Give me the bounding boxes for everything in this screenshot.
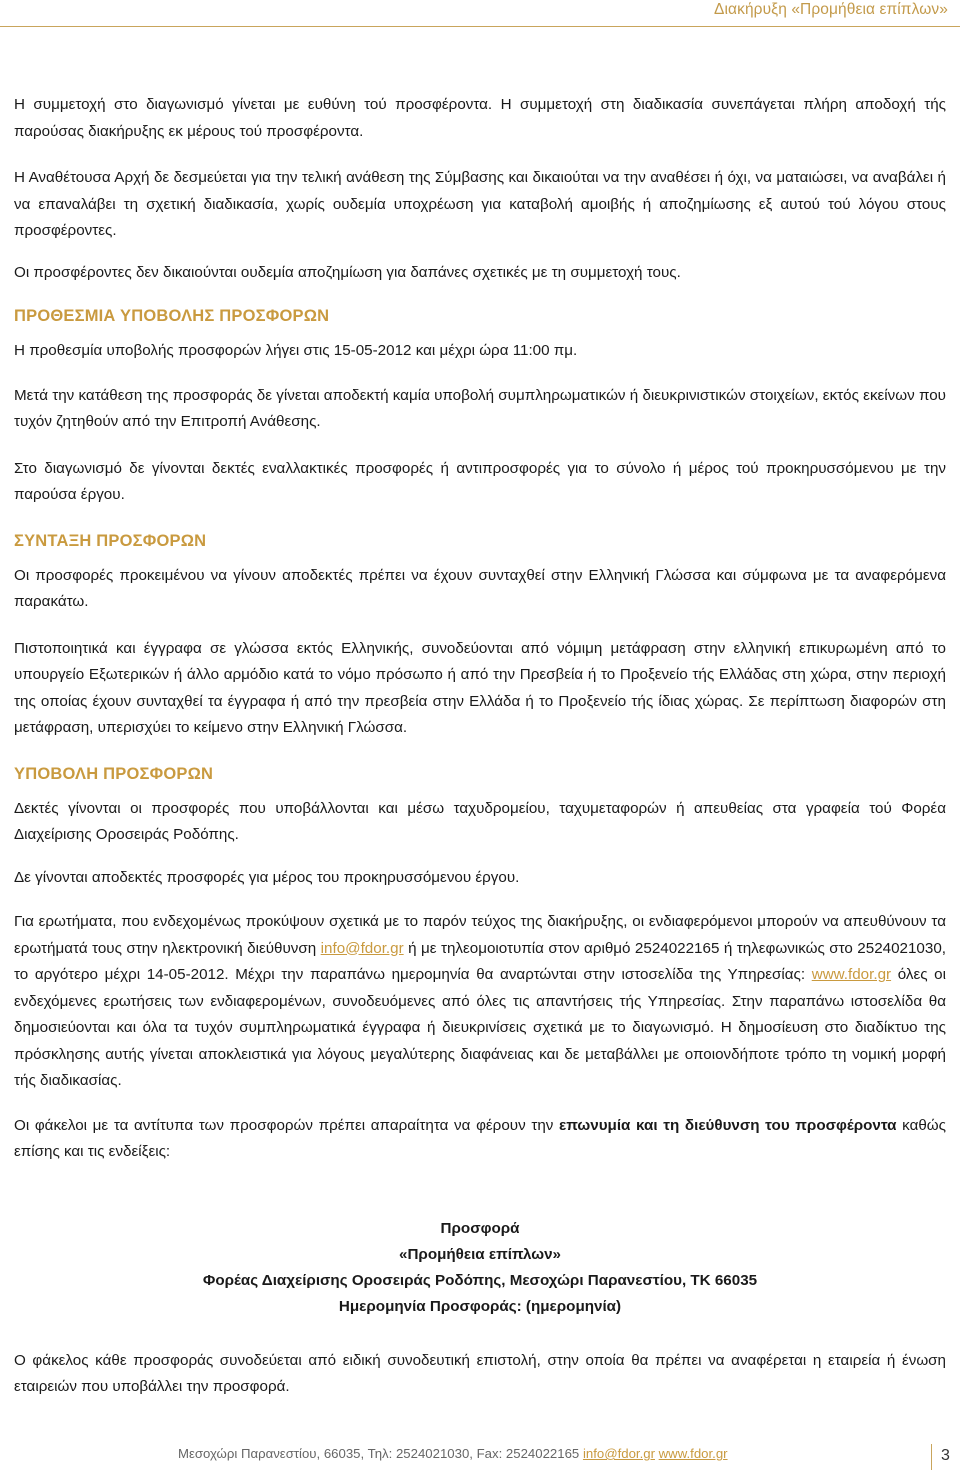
paragraph-no-partial: Δε γίνονται αποδεκτές προσφορές για μέρος του προκηρυσσόμενου έργου. (14, 868, 520, 886)
paragraph-contracting-authority: Η Αναθέτουσα Αρχή δε δεσμεύεται για την τελική ανάθεση της Σύμβασης και δικαιούται να την αναθέσει ή όχι, να ματαιώσει, να αναβάλει ή να επαναλάβει τη σχετική διαδικασία, χωρίς ουδεμία υποχρέωση για καταβολή αμοιβής ή αποζημίωσης εξ αυτού τού λόγου στους προσφέροντες. (14, 169, 946, 239)
page-header (0, 0, 960, 27)
envelope-markings (14, 1216, 946, 1320)
envelope-line-recipient: Φορέας Διαχείρισης Οροσειράς Ροδόπης, Μεσοχώρι Παρανεστίου, ΤΚ 66035 (202, 1271, 758, 1289)
footer-divider (931, 1444, 932, 1470)
bold-phrase: επωνυμία και τη διεύθυνση του προσφέροντα (559, 1116, 897, 1134)
document-title: Διακήρυξη «Προμήθεια επίπλων» (714, 1, 948, 18)
paragraph-cover-letter: Ο φάκελος κάθε προσφοράς συνοδεύεται από ειδική συνοδευτική επιστολή, στην οποία θα πρέπει να αναφέρεται η εταιρεία ή ένωση εταιρειών που υποβάλλει την προσφορά. (14, 1351, 946, 1395)
heading-drafting: ΣΥΝΤΑΞΗ ΠΡΟΣΦΟΡΩΝ (14, 531, 207, 550)
heading-deadline: ΠΡΟΘΕΣΜΙΑ ΥΠΟΒΟΛΗΣ ΠΡΟΣΦΟΡΩΝ (14, 307, 330, 325)
page-footer (0, 1440, 960, 1470)
paragraph-deadline: Η προθεσμία υποβολής προσφορών λήγει στις 15-05-2012 και μέχρι ώρα 11:00 πμ. (14, 342, 578, 359)
envelope-line-subject: «Προμήθεια επίπλων» (399, 1245, 561, 1263)
paragraph-no-alternatives: Στο διαγωνισμό δε γίνονται δεκτές εναλλακτικές προσφορές ή αντιπροσφορές για το σύνολο ή μέρος τού προκηρυσσόμενου με την παρούσα έργου. (14, 459, 946, 503)
header-rule (0, 26, 960, 27)
paragraph-questions: Για ερωτήματα, που ενδεχομένως προκύψουν σχετικά με το παρόν τεύχος της διακήρυξης, οι ενδιαφερόμενοι μπορούν να απευθύνουν τα ερωτήματά τους στην ηλεκτρονική διεύθυνση info@fdor.gr ή με τηλεομοιοτυπία στον αριθμό 2524022165 ή τηλεφωνικώς στο 2524021030, το αργότερο μέχρι 14-05-2012. Μέχρι την παραπάνω ημερομηνία θα αναρτώνται στην ιστοσελίδα της Υπηρεσίας: www.fdor.gr όλες οι ενδεχόμενες ερωτήσεις των ενδιαφερομένων, συνοδευόμενες από όλες τις απαντήσεις τής Υπηρεσίας. Στην παραπάνω ιστοσελίδα θα δημοσιεύονται και όλα τα τυχόν συμπληρωματικά έγγραφα ή διευκρινίσεις σχετικά με το διαγωνισμό. Η δημοσίευση στο διαδίκτυο της πρόσκλησης αυτής γίνεται αποκλειστικά για λόγους μεγαλύτερης διαφάνειας και δε μεταβάλλει με οποιονδήποτε τρόπο τη νομική μορφή τής διαδικασίας. (14, 913, 947, 1089)
envelope-line-date: Ημερομηνία Προσφοράς: (ημερομηνία) (338, 1297, 622, 1315)
paragraph-translation: Πιστοποιητικά και έγγραφα σε γλώσσα εκτός Ελληνικής, συνοδεύονται από νόμιμη μετάφραση στην ελληνική επικυρωμένη από το υπουργείο Εξωτερικών ή άλλο αρμόδιο κατά το νόμο πρόσωπο ή από την Πρεσβεία ή το Προξενείο τής Ελλάδας στη χώρα, στην περιοχή της οποίας έχουν συνταχθεί τα έγγραφα ή από την πρεσβεία στην Ελλάδα ή το Προξενείο τής ίδιας χώρας. Σε περίπτωση διαφορών στη μετάφραση, υπερισχύει το κείμενο στην Ελληνική Γλώσσα. (14, 639, 946, 736)
website-link[interactable]: www.fdor.gr (811, 966, 892, 983)
paragraph-no-supplementary: Μετά την κατάθεση της προσφοράς δε γίνεται αποδεκτή καμία υποβολή συμπληρωματικών ή διευκρινιστικών στοιχείων, εκτός εκείνων που τυχόν ζητηθούν από την Επιτροπή Ανάθεσης. (14, 386, 946, 430)
paragraph-participation: Η συμμετοχή στο διαγωνισμό γίνεται με ευθύνη τού προσφέροντα. Η συμμετοχή στη διαδικασία συνεπάγεται πλήρη αποδοχή τής παρούσας διακήρυξης εκ μέρους τού προσφέροντα. (14, 96, 946, 140)
paragraph-accepted-channels: Δεκτές γίνονται οι προσφορές που υποβάλλονται και μέσω ταχυδρομείου, ταχυμεταφορών ή απευθείας στα γραφεία τού Φορέα Διαχείρισης Οροσειράς Ροδόπης. (14, 799, 946, 843)
email-link[interactable]: info@fdor.gr (320, 939, 404, 957)
paragraph-greek-language: Οι προσφορές προκειμένου να γίνουν αποδεκτές πρέπει να έχουν συνταχθεί στην Ελληνική Γλώσσα και σύμφωνα με τα αναφερόμενα παρακάτω. (14, 566, 946, 610)
paragraph-no-compensation: Οι προσφέροντες δεν δικαιούνται ουδεμία αποζημίωση για δαπάνες σχετικές με τη συμμετοχή τους. (14, 263, 681, 281)
footer-email-link[interactable]: info@fdor.gr (582, 1446, 655, 1461)
page-number: 3 (941, 1447, 950, 1464)
heading-submission: ΥΠΟΒΟΛΗ ΠΡΟΣΦΟΡΩΝ (14, 764, 214, 783)
footer-address: Μεσοχώρι Παρανεστίου, 66035, Τηλ: 2524021030, Fax: 2524022165 info@fdor.gr www.fdor.gr (178, 1446, 728, 1461)
footer-website-link[interactable]: www.fdor.gr (658, 1446, 728, 1461)
paragraph-envelopes: Οι φάκελοι με τα αντίτυπα των προσφορών πρέπει απαραίτητα να φέρουν την επωνυμία και τη διεύθυνση του προσφέροντα καθώς επίσης και τις ενδείξεις: (14, 1116, 946, 1160)
envelope-line-offer: Προσφορά (440, 1219, 520, 1237)
document-body (14, 92, 946, 1401)
